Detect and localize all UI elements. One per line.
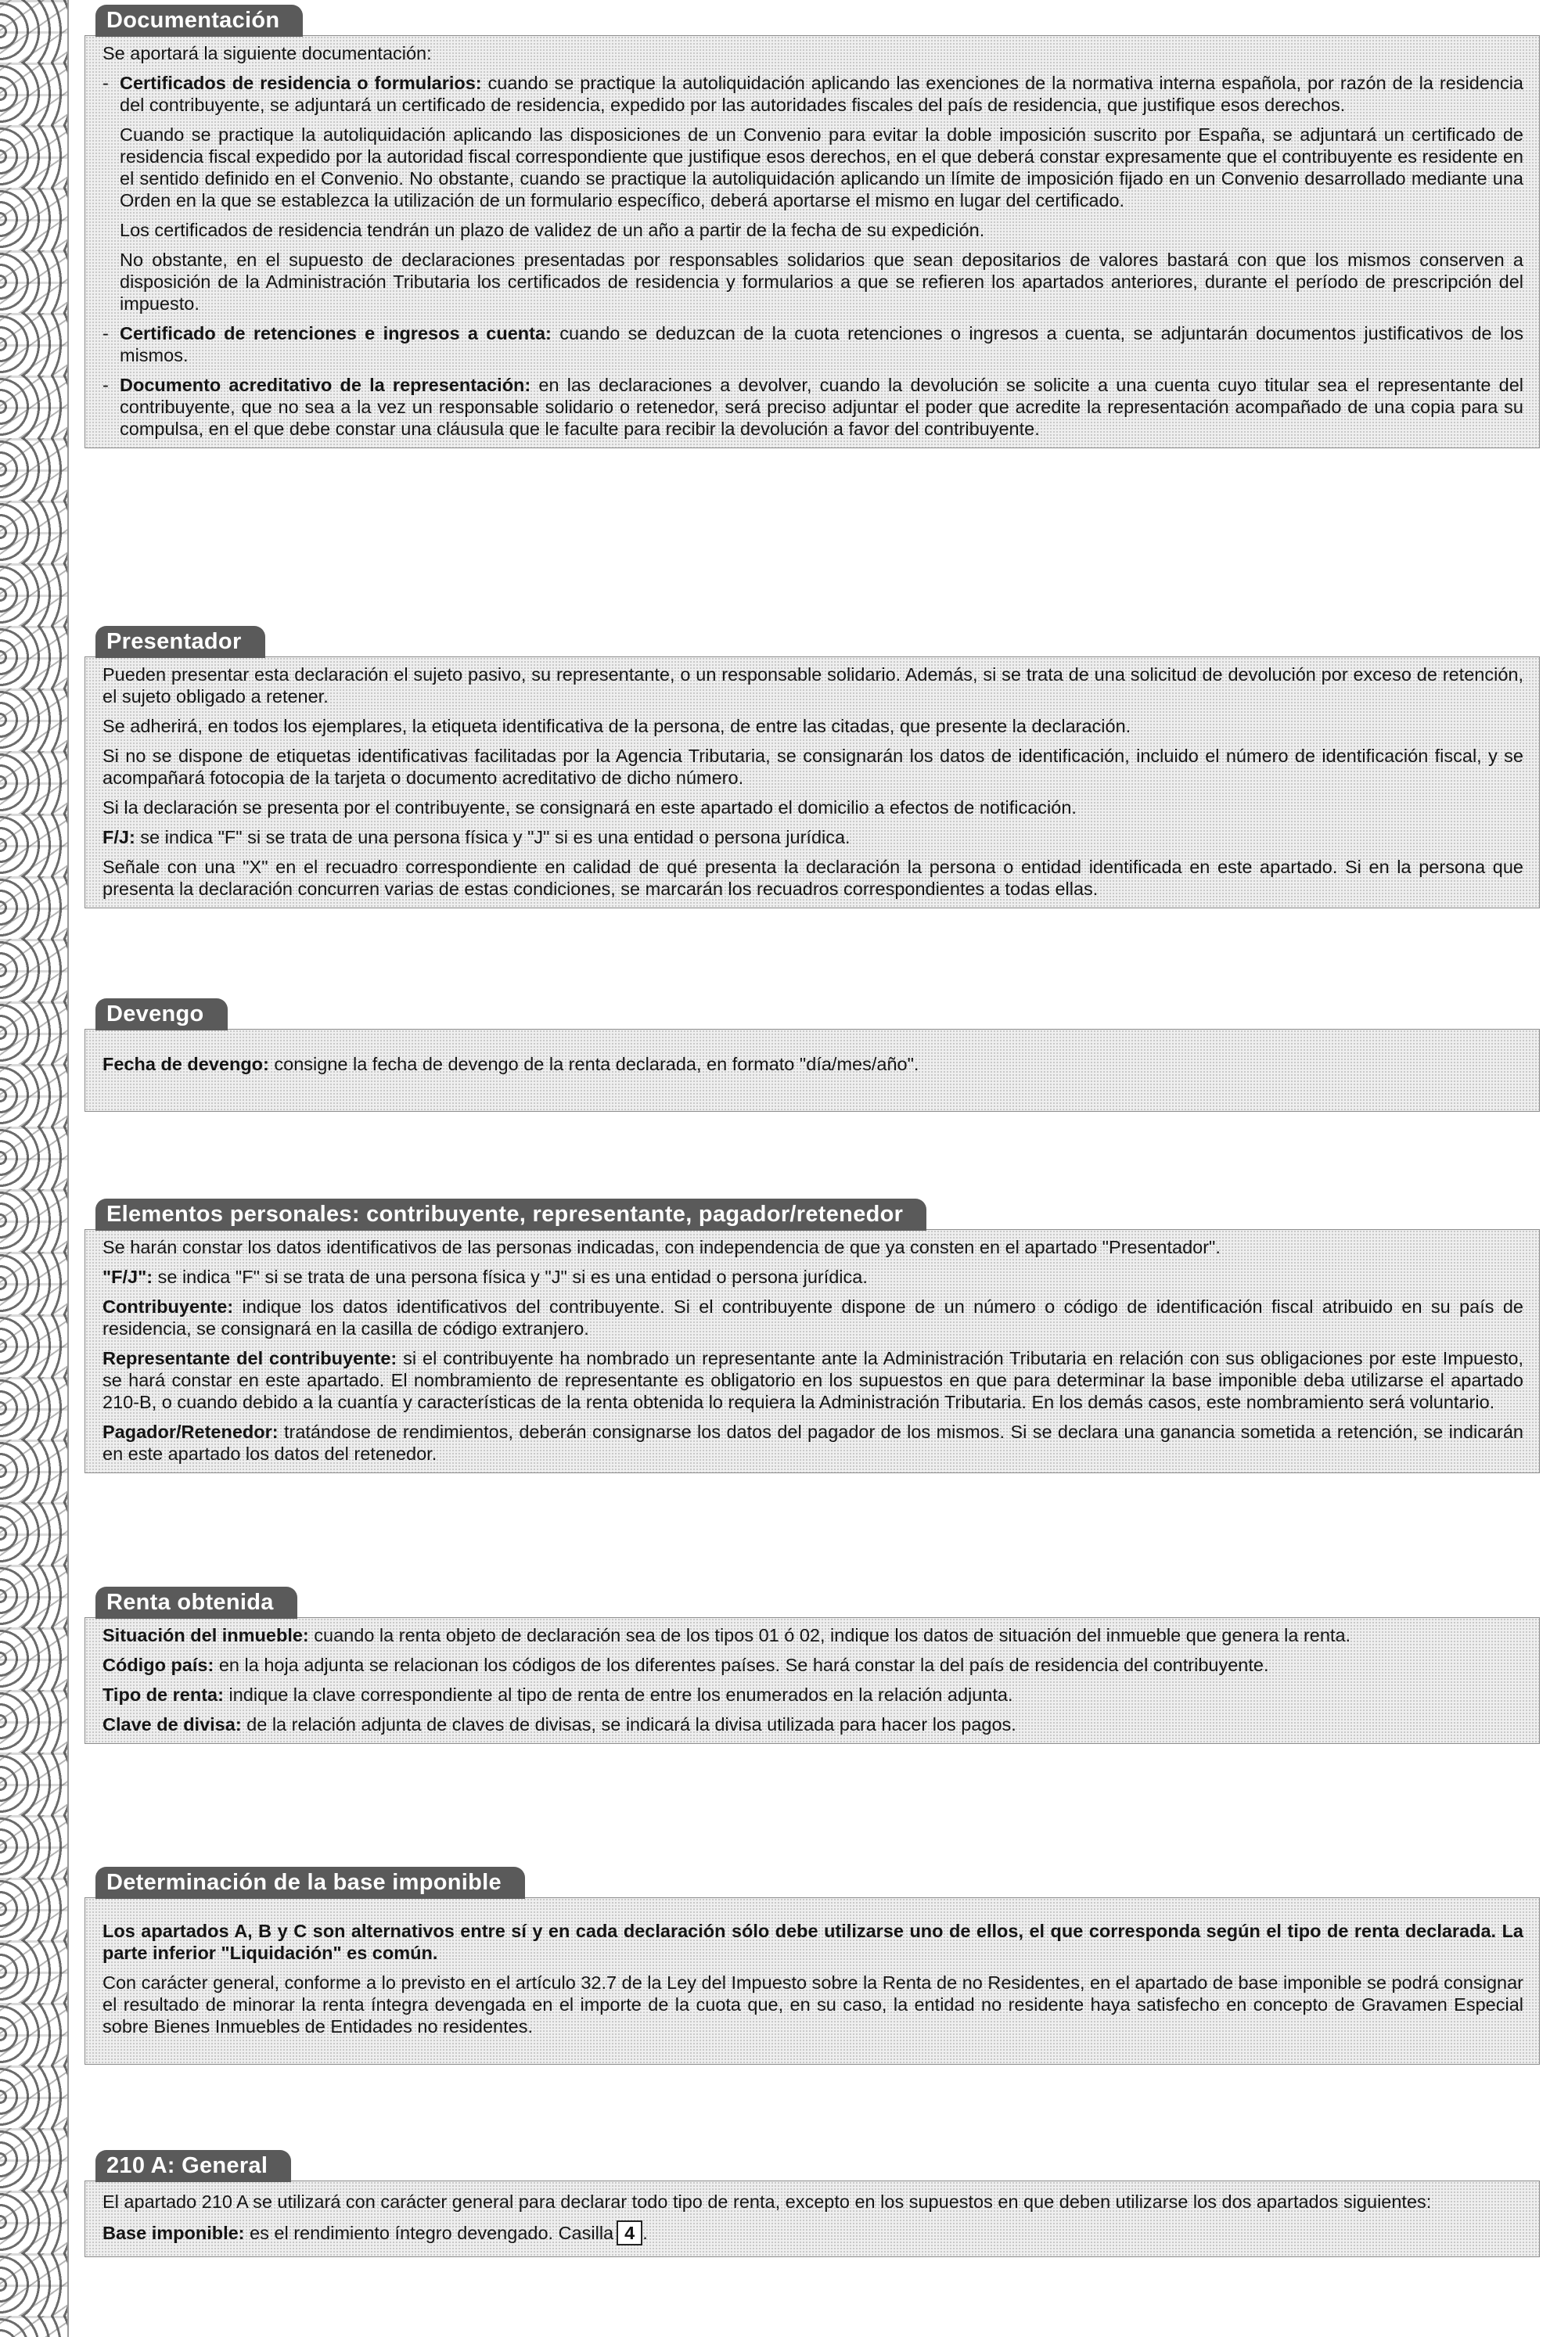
paragraph: El apartado 210 A se utilizará con carácter general para declarar todo tipo de renta, excepto en los supuestos en que deben utilizarse los dos apartados siguientes: <box>102 2191 1432 2212</box>
section-presentador <box>85 626 1540 908</box>
paragraph: Se adherirá, en todos los ejemplares, la etiqueta identificativa de la persona, de entre las citadas, que presente la declaración. <box>102 716 1131 736</box>
section-title: Presentador <box>95 626 265 658</box>
section-title: 210 A: General <box>95 2150 291 2182</box>
section-title: Renta obtenida <box>95 1587 297 1619</box>
section-210a-general <box>85 2150 1540 2257</box>
section-body <box>85 1029 1540 1112</box>
section-elementos-personales <box>85 1199 1540 1473</box>
paragraph: Pueden presentar esta declaración el sujeto pasivo, su representante, o un responsable solidario. Además, si se trata de una solicitud de devolución por exceso de retención, el sujeto obligado a retener. <box>102 664 1523 706</box>
section-body <box>85 2181 1540 2257</box>
section-title: Documentación <box>95 5 303 37</box>
paragraph: "F/J": se indica "F" si se trata de una persona física y "J" si es una entidad o persona jurídica. <box>102 1267 868 1287</box>
paragraph: Con carácter general, conforme a lo previsto en el artículo 32.7 de la Ley del Impuesto sobre la Renta de no Residentes, en el apartado de base imponible se podrá consignar el resultado de minorar la renta íntegra devengada en el importe de la cuota que, en su caso, la entidad no residente haya satisfecho en concepto de Gravamen Especial sobre Bienes Inmuebles de Entidades no residentes. <box>102 1972 1523 2037</box>
section-renta-obtenida <box>85 1587 1540 1744</box>
paragraph: Representante del contribuyente: si el contribuyente ha nombrado un representante ante la Administración Tributaria en relación con sus obligaciones por este Impuesto, se hará constar en este apartado. El nombramiento de representante es obligatorio en los supuestos en que para determinar la base imponible deba utilizarse el apartado 210-B, o cuando debido a la cuantía y características de la renta obtenida lo requiera la Administración Tributaria. En los demás casos, este nombramiento será voluntario. <box>102 1348 1523 1412</box>
paragraph: No obstante, en el supuesto de declaraciones presentadas por responsables solidarios que sean depositarios de valores bastará con que los mismos conserven a disposición de la Administración Tributaria los certificados de residencia y formularios a que se refieren los apartados anteriores, durante el período de prescripción del impuesto. <box>120 250 1523 314</box>
paragraph: Código país: en la hoja adjunta se relacionan los códigos de los diferentes países. Se hará constar la del país de residencia del contribuyente. <box>102 1655 1269 1675</box>
paragraph: Clave de divisa: de la relación adjunta de claves de divisas, se indicará la divisa utilizada para hacer los pagos. <box>102 1714 1016 1735</box>
paragraph: Situación del inmueble: cuando la renta objeto de declaración sea de los tipos 01 ó 02, indique los datos de situación del inmueble que genera la renta. <box>102 1625 1351 1645</box>
section-body <box>85 1897 1540 2065</box>
section-documentacion <box>85 5 1540 448</box>
paragraph: Los certificados de residencia tendrán un plazo de validez de un año a partir de la fecha de su expedición. <box>120 220 985 240</box>
paragraph: Los apartados A, B y C son alternativos entre sí y en cada declaración sólo debe utilizarse uno de ellos, el que corresponda según el tipo de renta declarada. La parte inferior "Liquidación" es común. <box>102 1921 1523 1963</box>
list-item: - Documento acreditativo de la representación: en las declaraciones a devolver, cuando la devolución se solicite a una cuenta cuyo titular sea el representante del contribuyente, que no sea a la vez un responsable solidario o retenedor, será preciso adjuntar el poder que acredite la representación acompañado de una copia para su compulsa, en el que debe constar una cláusula que le faculte para recibir la devolución a favor del contribuyente. <box>102 375 1524 439</box>
section-body <box>85 1617 1540 1744</box>
paragraph: Si la declaración se presenta por el contribuyente, se consignará en este apartado el domicilio a efectos de notificación. <box>102 797 1077 818</box>
paragraph: Contribuyente: indique los datos identificativos del contribuyente. Si el contribuyente dispone de un número o código de identificación fiscal atribuido en su país de residencia, se consignará en la casilla de código extranjero. <box>102 1296 1523 1339</box>
paragraph: Base imponible: es el rendimiento íntegro devengado. Casilla 4 . <box>102 2220 1523 2245</box>
paragraph: Fecha de devengo: consigne la fecha de devengo de la renta declarada, en formato "día/mes/año". <box>102 1054 919 1074</box>
section-title: Devengo <box>95 998 228 1030</box>
paragraph: Señale con una "X" en el recuadro correspondiente en calidad de qué presenta la declaración la persona o entidad identificada en este apartado. Si en la persona que presenta la declaración concurren varias de estas condiciones, se marcarán los recuadros correspondientes a todas ellas. <box>102 857 1523 899</box>
decorative-border-strip <box>0 0 69 2337</box>
section-body <box>85 656 1540 908</box>
paragraph: Cuando se practique la autoliquidación aplicando las disposiciones de un Convenio para evitar la doble imposición suscrito por España, se adjuntará un certificado de residencia fiscal expedido por la autoridad fiscal correspondiente que justifique esos derechos, en el que deberá constar expresamente que el contribuyente es residente en el sentido definido en el Convenio. No obstante, cuando se practique la autoliquidación aplicando un límite de imposición fijado en un Convenio desarrollado mediante una Orden en la que se establezca la utilización de un formulario específico, deberá aportarse el mismo en lugar del certificado. <box>120 124 1523 210</box>
section-body <box>85 1229 1540 1473</box>
paragraph: Se aportará la siguiente documentación: <box>102 43 432 63</box>
paragraph: Se harán constar los datos identificativos de las personas indicadas, con independencia de que ya consten en el apartado "Presentador". <box>102 1237 1221 1257</box>
paragraph: Pagador/Retenedor: tratándose de rendimientos, deberán consignarse los datos del pagador de los mismos. Si se declara una ganancia sometida a retención, se indicarán en este apartado los datos del retenedor. <box>102 1422 1523 1464</box>
section-base-imponible <box>85 1867 1540 2065</box>
section-title: Elementos personales: contribuyente, representante, pagador/retenedor <box>95 1199 926 1231</box>
section-title: Determinación de la base imponible <box>95 1867 525 1899</box>
paragraph: Tipo de renta: indique la clave correspondiente al tipo de renta de entre los enumerados en la relación adjunta. <box>102 1684 1013 1705</box>
section-devengo <box>85 998 1540 1112</box>
list-item: - Certificado de retenciones e ingresos a cuenta: cuando se deduzcan de la cuota retenciones o ingresos a cuenta, se adjuntarán documentos justificativos de los mismos. <box>102 323 1523 365</box>
casilla-box: 4 <box>617 2220 642 2245</box>
paragraph: F/J: se indica "F" si se trata de una persona física y "J" si es una entidad o persona jurídica. <box>102 827 851 847</box>
paragraph: Si no se dispone de etiquetas identificativas facilitadas por la Agencia Tributaria, se consignarán los datos de identificación, incluido el número de identificación fiscal, y se acompañará fotocopia de la tarjeta o documento acreditativo de dicho número. <box>102 746 1523 788</box>
section-body <box>85 35 1540 448</box>
list-item: - Certificados de residencia o formularios: cuando se practique la autoliquidación aplicando las exenciones de la normativa interna española, por razón de la residencia del contribuyente, se adjuntará un certificado de residencia, expedido por las autoridades fiscales del país de residencia, que justifique esos derechos. <box>102 73 1523 115</box>
